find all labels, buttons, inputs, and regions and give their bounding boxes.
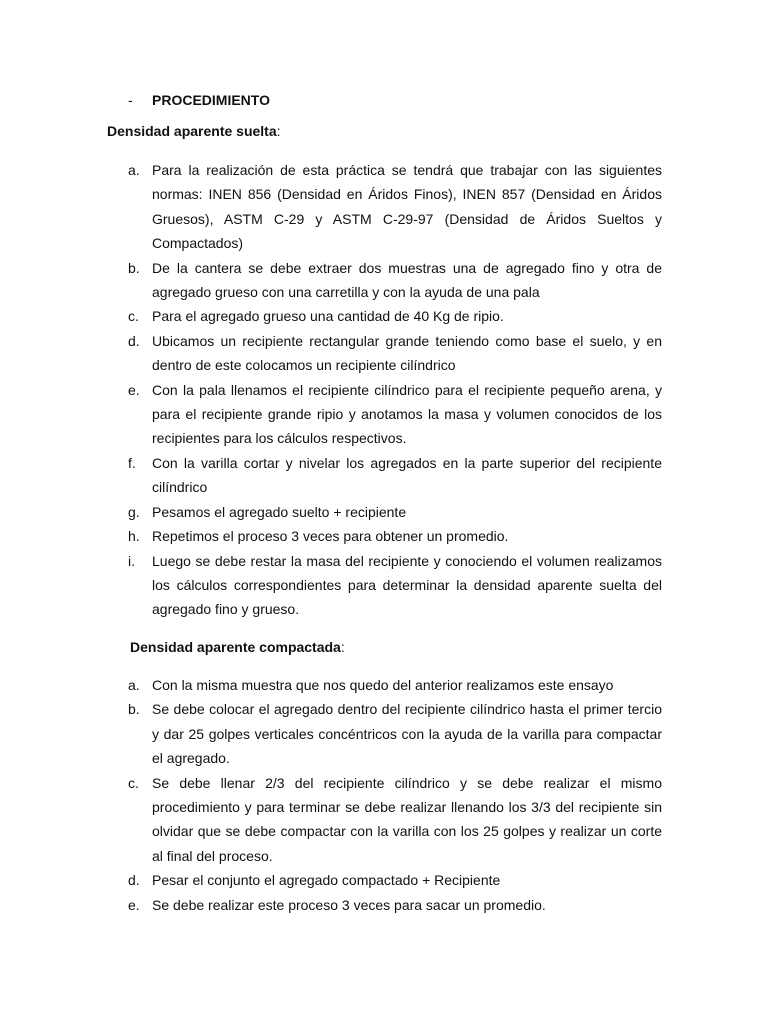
- list-item-text: De la cantera se debe extraer dos muestras una de agregado fino y otra de agregado grueso con una carretilla y con la ayuda de una pala: [152, 259, 662, 301]
- list-marker: g.: [128, 503, 140, 520]
- list-item-text: Pesamos el agregado suelto + recipiente: [152, 503, 407, 520]
- compact-density-title: [130, 637, 345, 657]
- list-item-text: Se debe colocar el agregado dentro del recipiente cilíndrico hasta el primer tercio y dar 25 golpes verticales concéntricos con la ayuda de la varilla para compactar el agregado.: [152, 701, 662, 767]
- list-item: [128, 256, 662, 305]
- procedure-heading: [128, 90, 270, 110]
- list-marker: c.: [128, 308, 139, 325]
- loose-density-title-colon: :: [276, 123, 281, 139]
- loose-density-steps: [128, 158, 662, 622]
- list-item-text: Se debe realizar este proceso 3 veces para sacar un promedio.: [152, 896, 546, 913]
- list-item: [128, 158, 662, 256]
- list-item-text: Con la varilla cortar y nivelar los agregados en la parte superior del recipiente cilíndrico: [152, 454, 662, 496]
- list-marker: a.: [128, 162, 140, 178]
- list-item-text: Repetimos el proceso 3 veces para obtener un promedio.: [152, 528, 509, 545]
- compact-density-steps: [128, 673, 662, 917]
- list-item-text: Pesar el conjunto el agregado compactado + Recipiente: [152, 872, 501, 889]
- list-item-text: Para la realización de esta práctica se tendrá que trabajar con las siguientes normas: INEN 856 (Densidad en Áridos Finos), INEN 857 (Densidad en Áridos Gruesos), ASTM C-29 y ASTM C-29-97 (Densidad de Áridos Sueltos y Compactados): [152, 162, 662, 252]
- list-marker: b.: [128, 701, 140, 718]
- list-marker: i.: [128, 552, 135, 569]
- list-marker: b.: [128, 259, 140, 276]
- list-item: [128, 697, 662, 770]
- list-item: [128, 500, 662, 524]
- compact-density-title-text: Densidad aparente compactada: [130, 639, 341, 655]
- list-marker: c.: [128, 774, 139, 791]
- list-dash: -: [128, 92, 133, 108]
- list-item-text: Con la misma muestra que nos quedo del anterior realizamos este ensayo: [152, 677, 614, 693]
- list-item: [128, 893, 662, 917]
- list-item: [128, 524, 662, 548]
- list-item: [128, 451, 662, 500]
- list-item-text: Ubicamos un recipiente rectangular grande teniendo como base el suelo, y en dentro de este colocamos un recipiente cilíndrico: [152, 332, 662, 374]
- list-marker: h.: [128, 528, 140, 545]
- list-item: [128, 329, 662, 378]
- list-item: [128, 378, 662, 451]
- list-item: [128, 673, 662, 697]
- list-marker: e.: [128, 381, 140, 398]
- list-marker: a.: [128, 677, 140, 693]
- compact-density-title-colon: :: [340, 639, 345, 655]
- list-item-text: Para el agregado grueso una cantidad de 40 Kg de ripio.: [152, 308, 504, 325]
- list-marker: f.: [128, 454, 136, 471]
- procedure-heading-text: PROCEDIMIENTO: [152, 92, 270, 108]
- list-item: [128, 304, 662, 328]
- list-item: [128, 868, 662, 892]
- loose-density-title: [107, 121, 281, 141]
- list-item-text: Con la pala llenamos el recipiente cilíndrico para el recipiente pequeño arena, y para el recipiente grande ripio y anotamos la masa y volumen conocidos de los recipientes para los cálculos respectivos.: [152, 381, 662, 447]
- list-marker: d.: [128, 872, 140, 889]
- list-item-text: Luego se debe restar la masa del recipiente y conociendo el volumen realizamos los cálculos correspondientes para determinar la densidad aparente suelta del agregado fino y grueso.: [152, 552, 662, 618]
- list-marker: d.: [128, 332, 140, 349]
- list-item-text: Se debe llenar 2/3 del recipiente cilíndrico y se debe realizar el mismo procedimiento y para terminar se debe realizar llenando los 3/3 del recipiente sin olvidar que se debe compactar con la varilla con los 25 golpes y realizar un corte al final del proceso.: [152, 774, 662, 864]
- list-item: [128, 549, 662, 622]
- list-item: [128, 771, 662, 869]
- loose-density-title-text: Densidad aparente suelta: [107, 123, 277, 139]
- list-marker: e.: [128, 896, 140, 913]
